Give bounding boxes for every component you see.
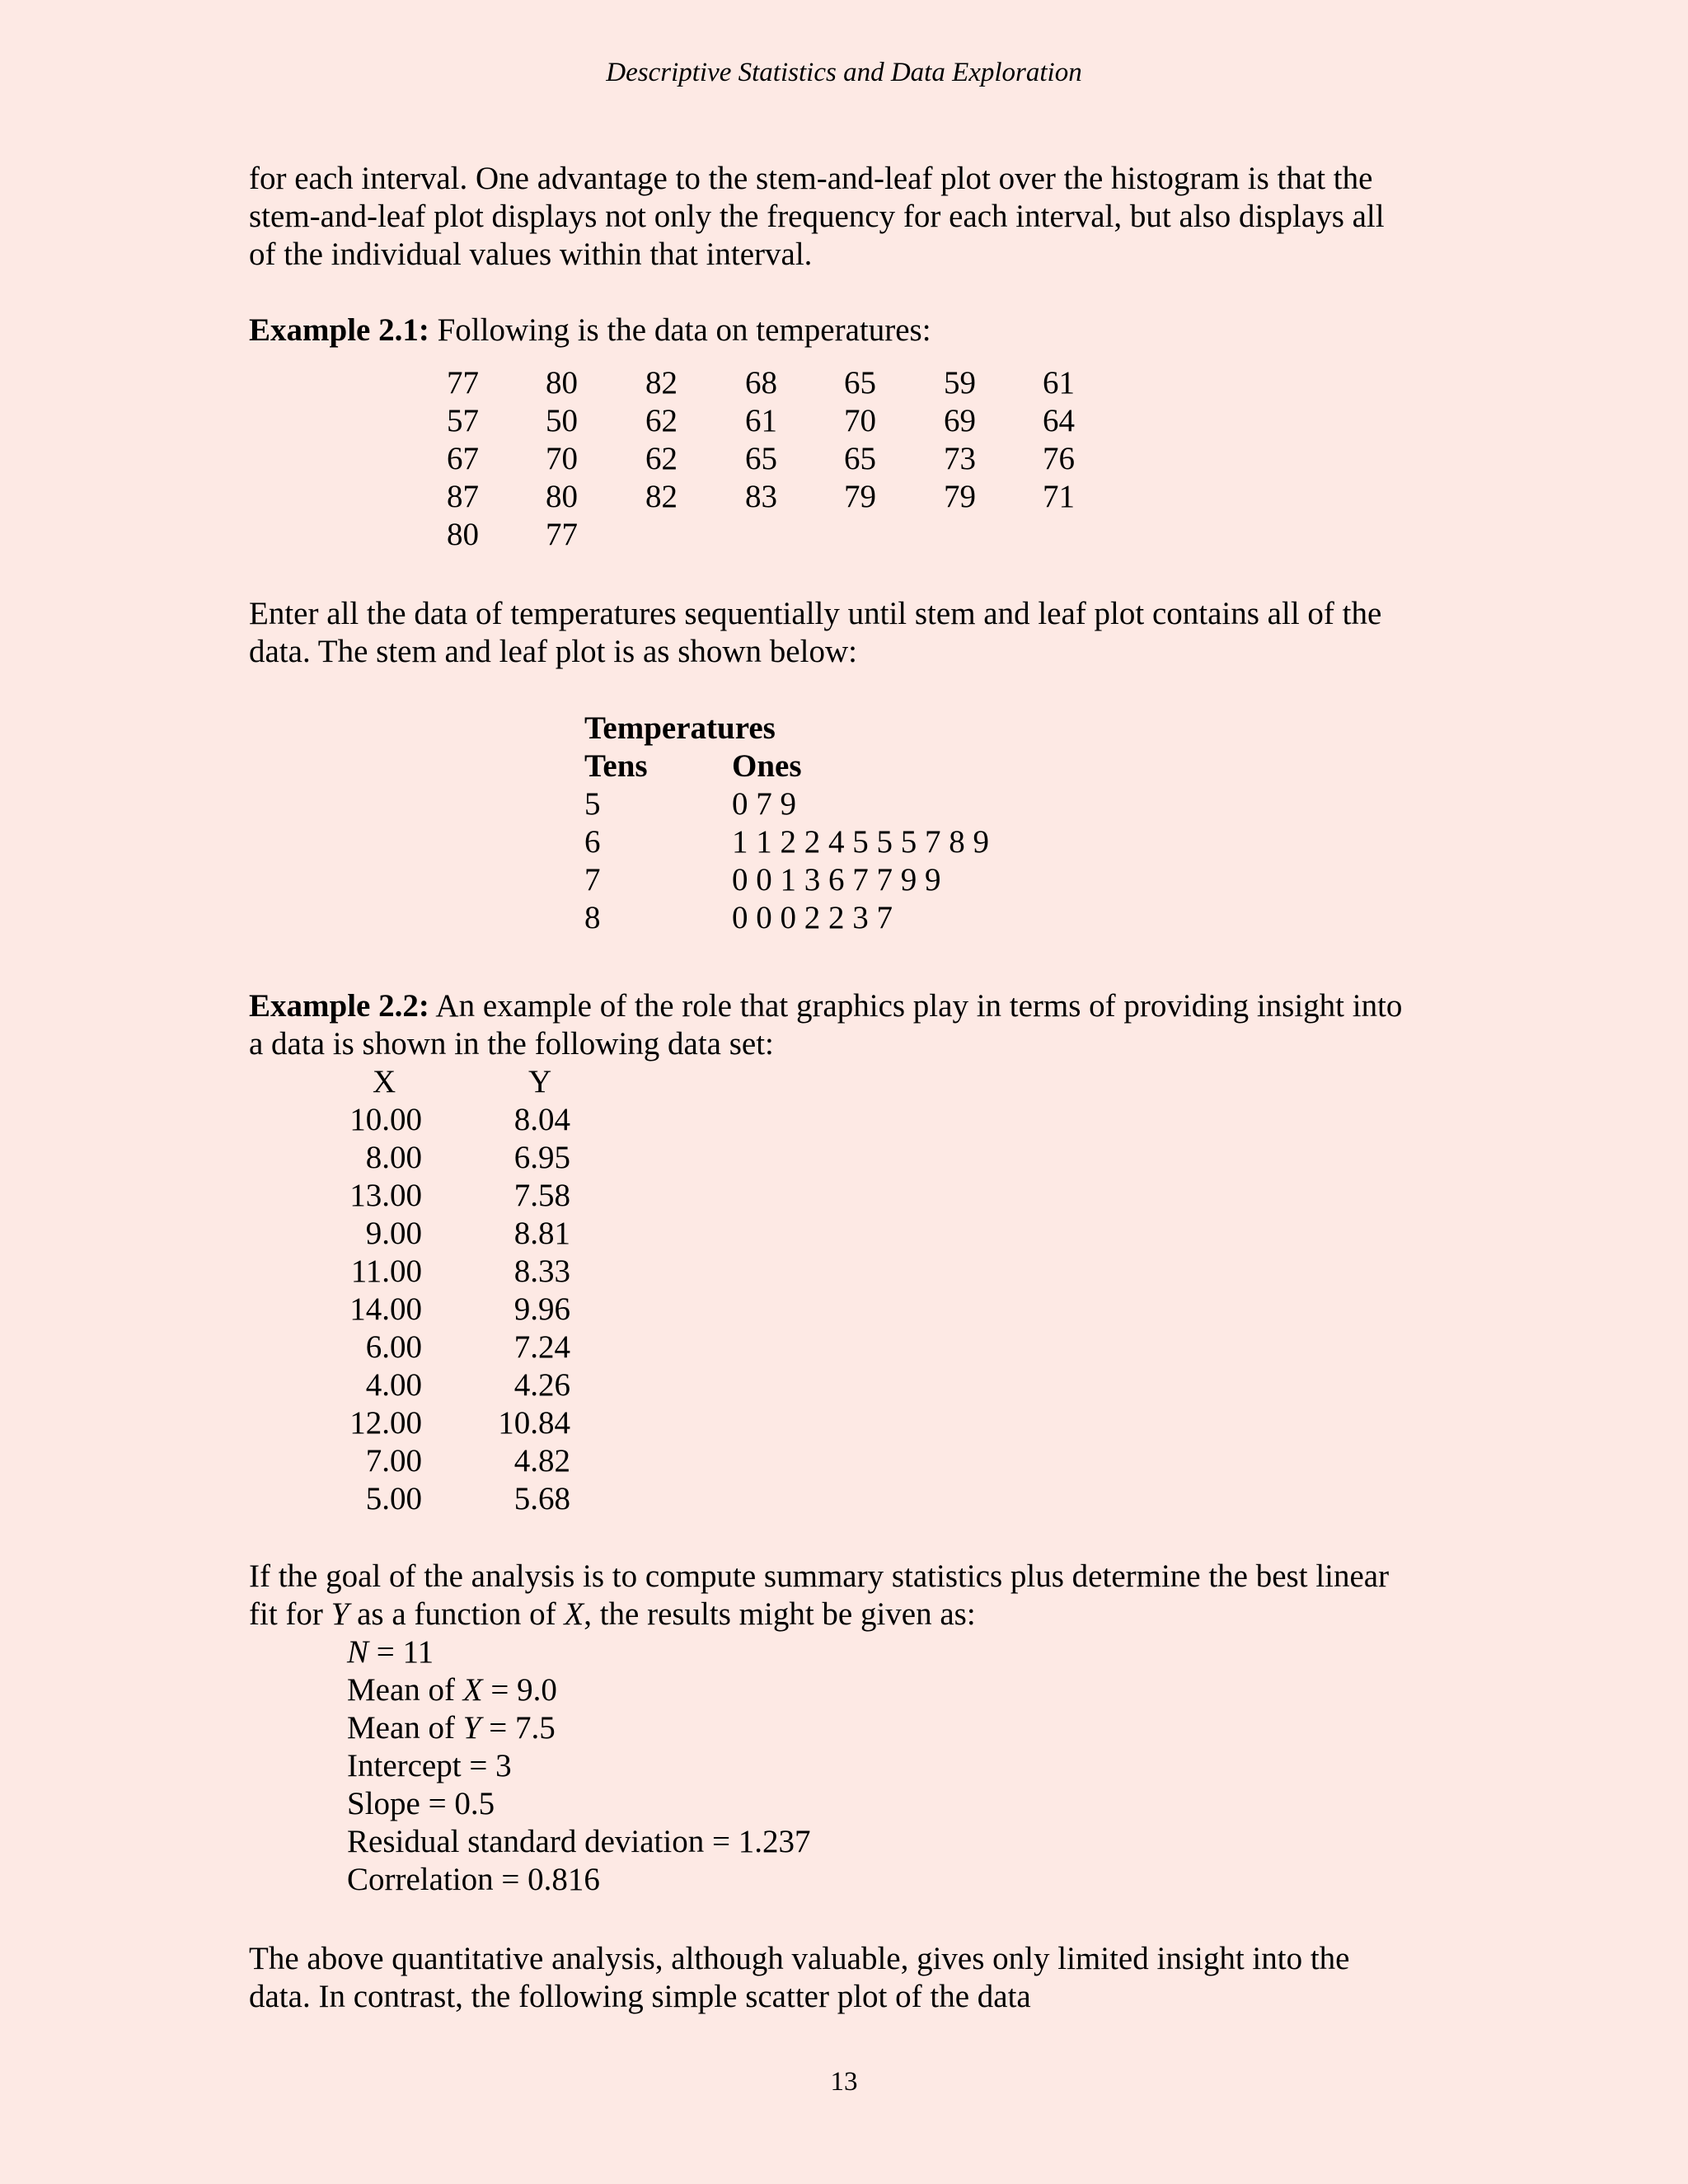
closing-line: The above quantitative analysis, although valuable, gives only limited insight into the	[249, 1941, 1350, 1976]
x-value: 10.00	[349, 1102, 422, 1137]
y-value: 10.84	[498, 1405, 570, 1441]
table-cell: 70	[844, 403, 876, 438]
table-cell: 83	[745, 479, 777, 514]
leaf-column-header: Ones	[732, 748, 802, 784]
y-value: 5.68	[513, 1481, 570, 1516]
x-value: 14.00	[349, 1291, 422, 1327]
table-cell: 80	[546, 365, 578, 401]
y-value: 8.04	[513, 1102, 570, 1137]
example-label: Example 2.1:	[249, 312, 429, 348]
y-value: 4.26	[513, 1367, 570, 1403]
stat-residual-sd: Residual standard deviation = 1.237	[347, 1824, 811, 1859]
running-head: Descriptive Statistics and Data Exploration	[606, 58, 1082, 87]
example-label: Example 2.2:	[249, 988, 429, 1024]
y-value: 6.95	[513, 1140, 570, 1175]
table-cell: 82	[645, 479, 678, 514]
x-value: 11.00	[350, 1254, 422, 1289]
stem-value: 8	[584, 900, 601, 935]
table-cell: 61	[745, 403, 777, 438]
table-cell: 62	[645, 441, 678, 476]
x-value: 12.00	[349, 1405, 422, 1441]
leaf-values: 1 1 2 2 4 5 5 5 7 8 9	[732, 824, 989, 860]
intro-line: stem-and-leaf plot displays not only the frequency for each interval, but also displays all	[249, 199, 1385, 234]
table-cell: 57	[447, 403, 479, 438]
leaf-values: 0 0 0 2 2 3 7	[732, 900, 893, 935]
example-2-2-paragraph	[249, 987, 1451, 1063]
stat-label: Mean of	[347, 1710, 463, 1746]
stat-intercept: Intercept = 3	[347, 1748, 512, 1783]
page-number: 13	[830, 2067, 858, 2097]
leaf-values: 0 0 1 3 6 7 7 9 9	[732, 862, 941, 898]
table-cell: 77	[546, 517, 578, 552]
example-text: Following is the data on temperatures:	[429, 312, 931, 348]
stem-leaf-title: Temperatures	[584, 710, 776, 746]
goal-line	[249, 1596, 1451, 1633]
x-value: 6.00	[365, 1329, 422, 1365]
intro-paragraph	[249, 160, 1451, 274]
table-cell: 73	[944, 441, 976, 476]
example-2-2-line	[249, 987, 1451, 1025]
enter-paragraph	[249, 595, 1451, 671]
table-cell: 87	[447, 479, 479, 514]
variable-x: X	[462, 1672, 483, 1708]
goal-line: If the goal of the analysis is to compute summary statistics plus determine the best linear	[249, 1558, 1390, 1594]
example-text: An example of the role that graphics play in terms of providing insight into	[429, 988, 1403, 1024]
table-cell: 65	[844, 441, 876, 476]
stat-n	[347, 1633, 434, 1671]
closing-line: data. In contrast, the following simple scatter plot of the data	[249, 1979, 1031, 2014]
column-header-x: X	[373, 1064, 396, 1099]
x-value: 5.00	[365, 1481, 422, 1516]
x-value: 4.00	[365, 1367, 422, 1403]
intro-line: of the individual values within that interval.	[249, 237, 813, 272]
table-cell: 59	[944, 365, 976, 401]
table-cell: 80	[546, 479, 578, 514]
variable-n: N	[347, 1634, 369, 1670]
stem-column-header: Tens	[584, 748, 648, 784]
stat-slope: Slope = 0.5	[347, 1786, 495, 1821]
stat-value: = 11	[368, 1634, 434, 1670]
table-cell: 67	[447, 441, 479, 476]
example-2-2-line: a data is shown in the following data set:	[249, 1026, 774, 1062]
y-value: 8.33	[513, 1254, 570, 1289]
table-cell: 62	[645, 403, 678, 438]
table-cell: 80	[447, 517, 479, 552]
stat-label: Mean of	[347, 1672, 463, 1708]
goal-paragraph	[249, 1558, 1451, 1633]
variable-x: X	[564, 1596, 584, 1632]
enter-line: data. The stem and leaf plot is as shown below:	[249, 634, 857, 669]
stem-value: 7	[584, 862, 601, 898]
text-run: , the results might be given as:	[584, 1596, 976, 1632]
stat-mean-x	[347, 1671, 557, 1709]
closing-paragraph	[249, 1940, 1451, 2016]
table-cell: 65	[745, 441, 777, 476]
y-value: 9.96	[513, 1291, 570, 1327]
text-run: fit for	[249, 1596, 331, 1632]
table-cell: 71	[1043, 479, 1075, 514]
stat-mean-y	[347, 1709, 556, 1747]
table-cell: 64	[1043, 403, 1075, 438]
stem-value: 6	[584, 824, 601, 860]
table-cell: 50	[546, 403, 578, 438]
leaf-values: 0 7 9	[732, 786, 796, 822]
text-run: as a function of	[349, 1596, 565, 1632]
table-cell: 79	[944, 479, 976, 514]
example-2-1-heading	[249, 312, 1451, 349]
enter-line: Enter all the data of temperatures sequentially until stem and leaf plot contains all of the	[249, 596, 1382, 631]
table-cell: 79	[844, 479, 876, 514]
x-value: 13.00	[349, 1178, 422, 1213]
table-cell: 65	[844, 365, 876, 401]
table-cell: 76	[1043, 441, 1075, 476]
stat-correlation: Correlation = 0.816	[347, 1862, 600, 1897]
table-cell: 70	[546, 441, 578, 476]
y-value: 7.24	[513, 1329, 570, 1365]
table-cell: 61	[1043, 365, 1075, 401]
stat-value: = 9.0	[482, 1672, 557, 1708]
table-cell: 68	[745, 365, 777, 401]
y-value: 8.81	[513, 1216, 570, 1251]
x-value: 8.00	[365, 1140, 422, 1175]
y-value: 4.82	[513, 1443, 570, 1479]
variable-y: Y	[331, 1596, 349, 1632]
x-value: 7.00	[365, 1443, 422, 1479]
table-cell: 77	[447, 365, 479, 401]
table-cell: 69	[944, 403, 976, 438]
table-cell: 82	[645, 365, 678, 401]
y-value: 7.58	[513, 1178, 570, 1213]
stat-value: = 7.5	[481, 1710, 556, 1746]
x-value: 9.00	[365, 1216, 422, 1251]
intro-line: for each interval. One advantage to the stem-and-leaf plot over the histogram is that the	[249, 161, 1373, 196]
column-header-y: Y	[528, 1064, 552, 1099]
stem-value: 5	[584, 786, 601, 822]
variable-y: Y	[462, 1710, 481, 1746]
